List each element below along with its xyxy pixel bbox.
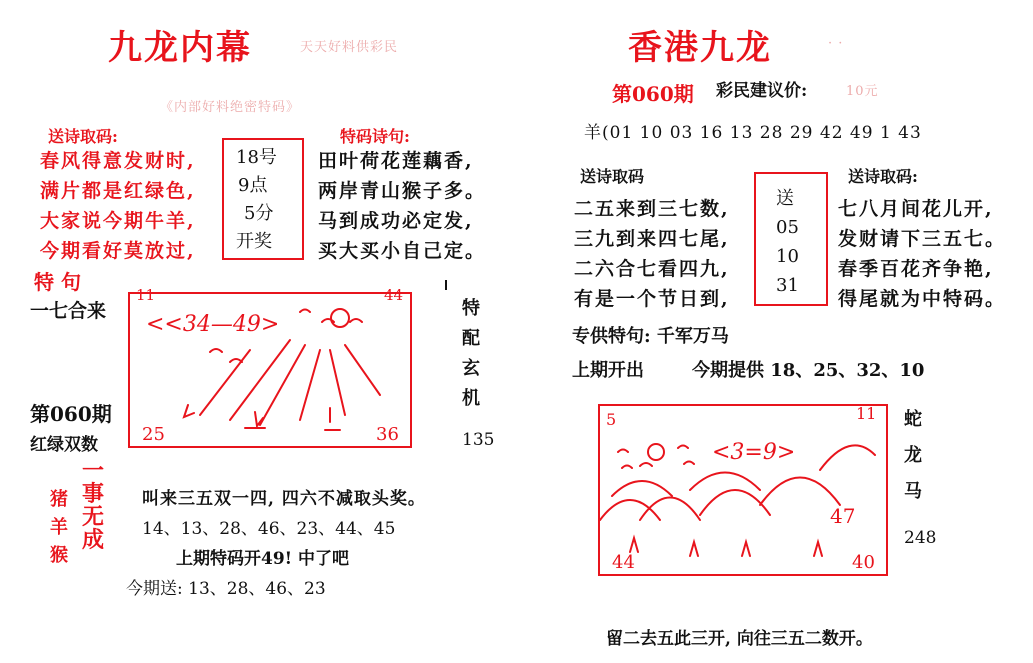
- left-line2: 14、13、28、46、23、44、45: [142, 519, 396, 539]
- left-subtitle-faint: 《内部好料绝密特码》: [160, 100, 301, 115]
- right-diagram-br: 40: [852, 552, 875, 573]
- box-line: 05: [776, 217, 799, 238]
- cloud-strokes: [618, 446, 694, 469]
- right-price-label: 彩民建议价:: [716, 81, 808, 101]
- sun-icon: [648, 444, 664, 460]
- box-line: 10: [776, 246, 799, 267]
- poem-line: 大家说今期牛羊,: [40, 210, 196, 232]
- right-issue: 第060期: [612, 82, 694, 106]
- side-char: 配: [462, 328, 480, 349]
- left-special-phrase: 一七合来: [30, 300, 107, 322]
- right-sheep-line: 羊(01 10 03 16 13 28 29 42 49 1 43: [584, 123, 922, 143]
- left-diagram-tl: 11: [136, 286, 156, 304]
- big-char: 一: [82, 458, 105, 484]
- left-red-green: 红绿双数: [30, 435, 98, 455]
- right-price-value: 10元: [846, 84, 879, 99]
- right-diagram-tl: 5: [606, 410, 617, 429]
- right-title-faint: · ·: [828, 36, 844, 51]
- poem-line: 满片都是红绿色,: [40, 180, 196, 202]
- left-diagram-tr: 44: [384, 286, 404, 304]
- poem-line: 田叶荷花莲藕香,: [318, 150, 474, 172]
- right-diagram-bl: 44: [612, 552, 635, 573]
- box-line: 开奖: [236, 231, 272, 252]
- left-send-poem-label: 送诗取码:: [48, 127, 118, 146]
- left-special-poem-label: 特码诗句:: [340, 127, 410, 146]
- left-diagram-scribble: <<34—49>: [146, 312, 280, 337]
- side-char: 马: [904, 481, 922, 502]
- hill-arcs: [600, 445, 875, 520]
- plant-marks: [630, 538, 822, 556]
- poem-line: 两岸青山猴子多。: [318, 180, 487, 202]
- right-send-label-left: 送诗取码: [580, 167, 645, 186]
- right-last-issue: 上期开出: [572, 360, 644, 381]
- animal: 羊: [50, 517, 68, 538]
- poem-line: 发财请下三五七。: [838, 228, 1007, 250]
- left-line4: 今期送: 13、28、46、23: [126, 579, 326, 599]
- side-char: 玄: [462, 358, 480, 379]
- big-char: 无: [82, 504, 105, 530]
- poem-line: 三九到来四七尾,: [574, 228, 730, 250]
- box-line: 送: [776, 188, 794, 209]
- left-title: 九龙内幕: [108, 28, 252, 68]
- left-special-phrase-label: 特 句: [34, 270, 81, 294]
- box-line: 18号: [236, 147, 277, 168]
- box-line: 9点: [238, 175, 268, 196]
- poem-line: 春风得意发财时,: [40, 150, 196, 172]
- hill-arcs: [612, 473, 760, 497]
- right-diagram-tr: 11: [856, 404, 877, 423]
- poem-line: 二五来到三七数,: [574, 198, 730, 220]
- rays: [200, 340, 380, 425]
- left-title-faint: 天天好料供彩民: [300, 40, 399, 55]
- right-diagram-scribble: <3=9>: [712, 440, 796, 465]
- poem-line: 七八月间花儿开,: [838, 198, 994, 220]
- animal: 猪: [50, 489, 68, 510]
- poem-line: 有是一个节日到,: [574, 288, 730, 310]
- cloud-strokes: [210, 310, 362, 363]
- right-diagram-side: 47: [830, 504, 856, 528]
- poem-line: 得尾就为中特码。: [838, 288, 1007, 310]
- right-title: 香港九龙: [628, 28, 772, 68]
- left-issue: 第060期: [30, 402, 112, 426]
- left-diagram-bl: 25: [142, 424, 165, 445]
- big-char: 成: [82, 527, 105, 553]
- big-char: 事: [82, 481, 105, 507]
- poem-line: 马到成功必定发,: [318, 210, 474, 232]
- box-line: 31: [776, 275, 799, 296]
- box-line: 5分: [244, 203, 274, 224]
- side-char: 龙: [904, 445, 922, 466]
- right-special-supply: 专供特句: 千军万马: [572, 326, 729, 347]
- animal: 猴: [50, 545, 68, 566]
- left-line3: 上期特码开49! 中了吧: [176, 549, 350, 569]
- left-diagram-br: 36: [376, 424, 399, 445]
- side-char: 蛇: [904, 409, 922, 430]
- right-bottom-line: 留二去五此三开, 向往三五二数开。: [606, 629, 873, 649]
- left-line1: 叫来三五双一四, 四六不减取头奖。: [142, 489, 426, 509]
- poem-line: 春季百花齐争艳,: [838, 258, 994, 280]
- poem-line: 买大买小自己定。: [318, 240, 487, 262]
- left-side-number: 135: [462, 430, 495, 450]
- sun-icon: [331, 309, 349, 327]
- right-side-number: 248: [904, 528, 937, 548]
- poem-line: 二六合七看四九,: [574, 258, 730, 280]
- ground-marks: [245, 428, 340, 430]
- side-char: 机: [462, 388, 480, 409]
- side-char: 特: [462, 298, 480, 319]
- poem-line: 今期看好莫放过,: [40, 240, 196, 262]
- right-send-label-right: 送诗取码:: [848, 167, 918, 186]
- right-this-issue: 今期提供 18、25、32、10: [692, 360, 925, 381]
